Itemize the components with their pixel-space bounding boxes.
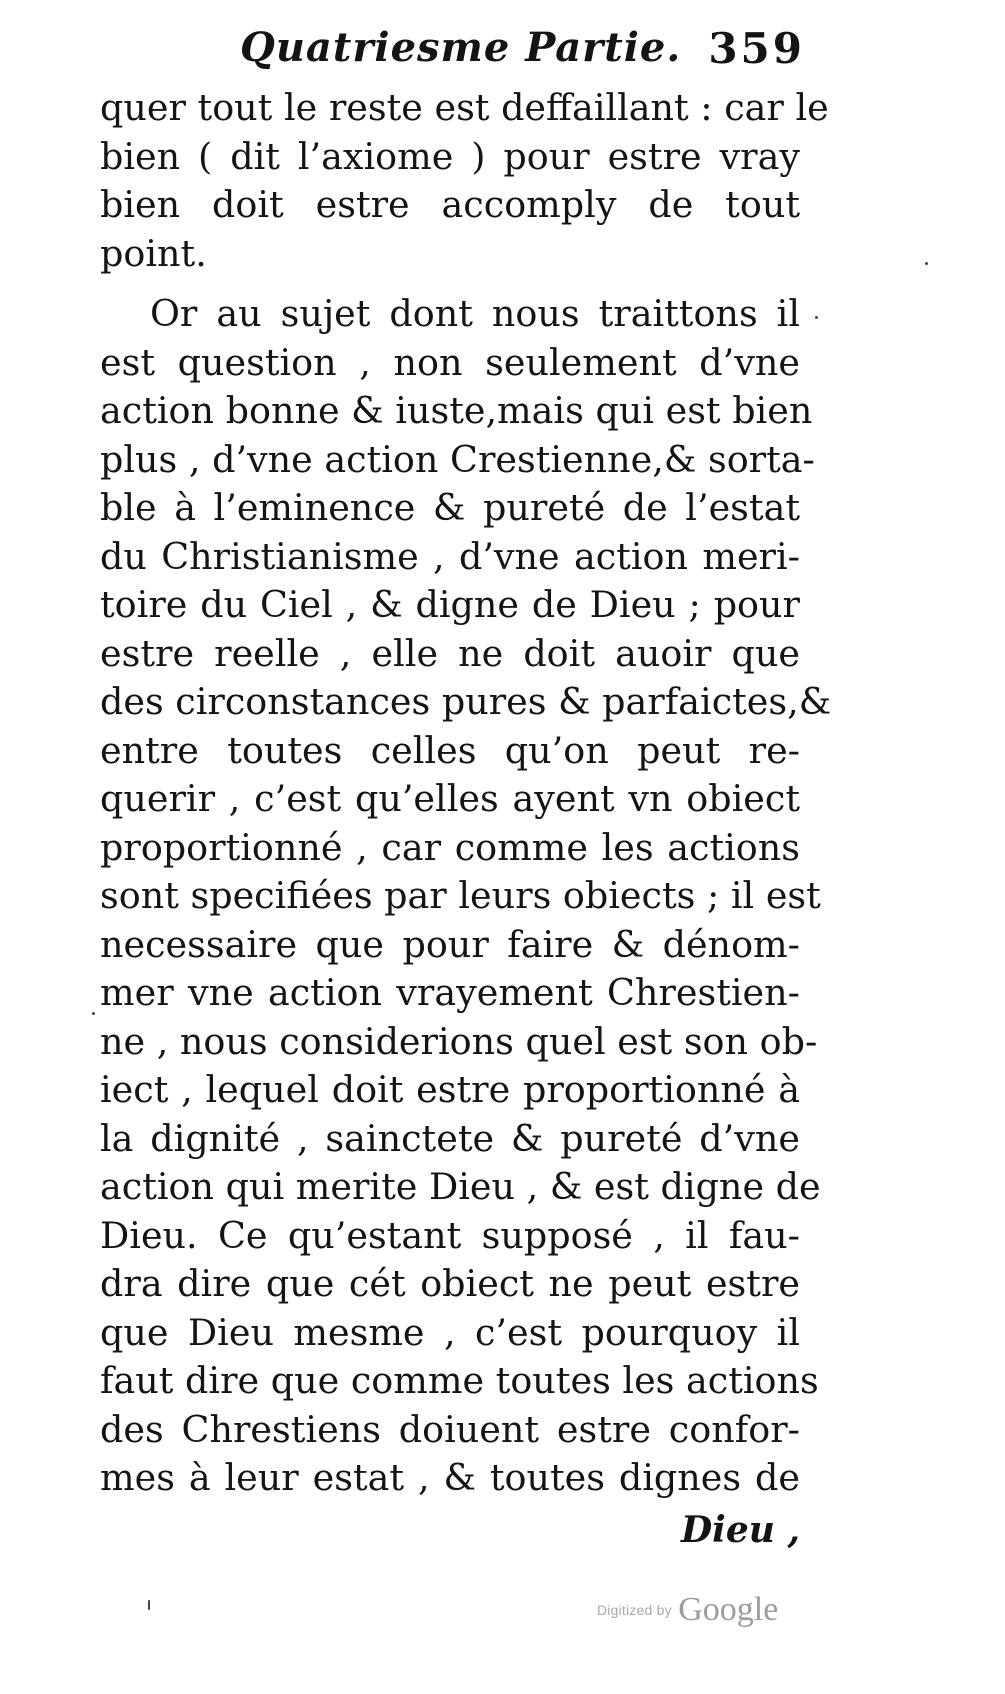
text-line: dra dire que cét obiect ne peut estre (100, 1262, 800, 1305)
text-line: des Chrestiens doiuent estre confor- (100, 1407, 800, 1451)
text-line: ble à l’eminence & pureté de l’estat (100, 486, 800, 529)
page-number: 359 (708, 24, 805, 73)
text-line: faut dire que comme toutes les actions (100, 1359, 819, 1402)
text-line: Dieu. Ce qu’estant supposé , il fau- (100, 1213, 800, 1257)
text-line: estre reelle , elle ne doit auoir que (100, 631, 800, 675)
text-line: action qui merite Dieu , & est digne de (100, 1165, 821, 1208)
text-line: des circonstances pures & parfaictes,& (100, 680, 832, 723)
text-line: que Dieu mesme , c’est pourquoy il (100, 1310, 800, 1354)
text-line: toire du Ciel , & digne de Dieu ; pour (100, 583, 800, 626)
paragraph-first-line: Or au sujet dont nous traittons il (150, 292, 800, 335)
ink-speck (815, 316, 818, 319)
watermark-brand: Google (678, 1591, 779, 1628)
watermark-prefix: Digitized by (597, 1602, 672, 1618)
text-line: iect , lequel doit estre proportionné à (100, 1068, 800, 1111)
text-line: necessaire que pour faire & dénom- (100, 922, 800, 966)
ink-speck (925, 262, 928, 265)
text-line: proportionné , car comme les actions (100, 825, 800, 869)
text-line: action bonne & iuste,mais qui est bien (100, 389, 813, 432)
text-line: sont specifiées par leurs obiects ; il est (100, 874, 821, 917)
text-line: bien doit estre accomply de tout (100, 183, 800, 226)
body-text (100, 84, 832, 1503)
ink-speck (148, 1600, 150, 1610)
catchword: Dieu , (680, 1509, 800, 1551)
text-line: la dignité , sainctete & pureté d’vne (100, 1116, 800, 1160)
text-line: mes à leur estat , & toutes dignes de (100, 1456, 800, 1499)
text-line: est question , non seulement d’vne (100, 340, 800, 384)
text-line: plus , d’vne action Crestienne,& sorta- (100, 437, 815, 481)
text-line: bien ( dit l’axiome ) pour estre vray (100, 134, 800, 178)
text-line: querir , c’est qu’elles ayent vn obiect (100, 777, 800, 820)
text-line: ne , nous considerions quel est son ob- (100, 1019, 818, 1063)
text-line: mer vne action vrayement Chrestien- (100, 971, 800, 1014)
digitized-watermark (597, 1591, 778, 1629)
text-line: entre toutes celles qu’on peut re- (100, 728, 800, 772)
running-title: Quatriesme Partie. (240, 24, 682, 71)
text-line: quer tout le reste est deffaillant : car le (100, 86, 829, 129)
text-line: point. (100, 231, 207, 275)
ink-speck (92, 1012, 95, 1015)
page-header (225, 24, 805, 84)
text-line: du Christianisme , d’vne action meri- (100, 534, 800, 578)
